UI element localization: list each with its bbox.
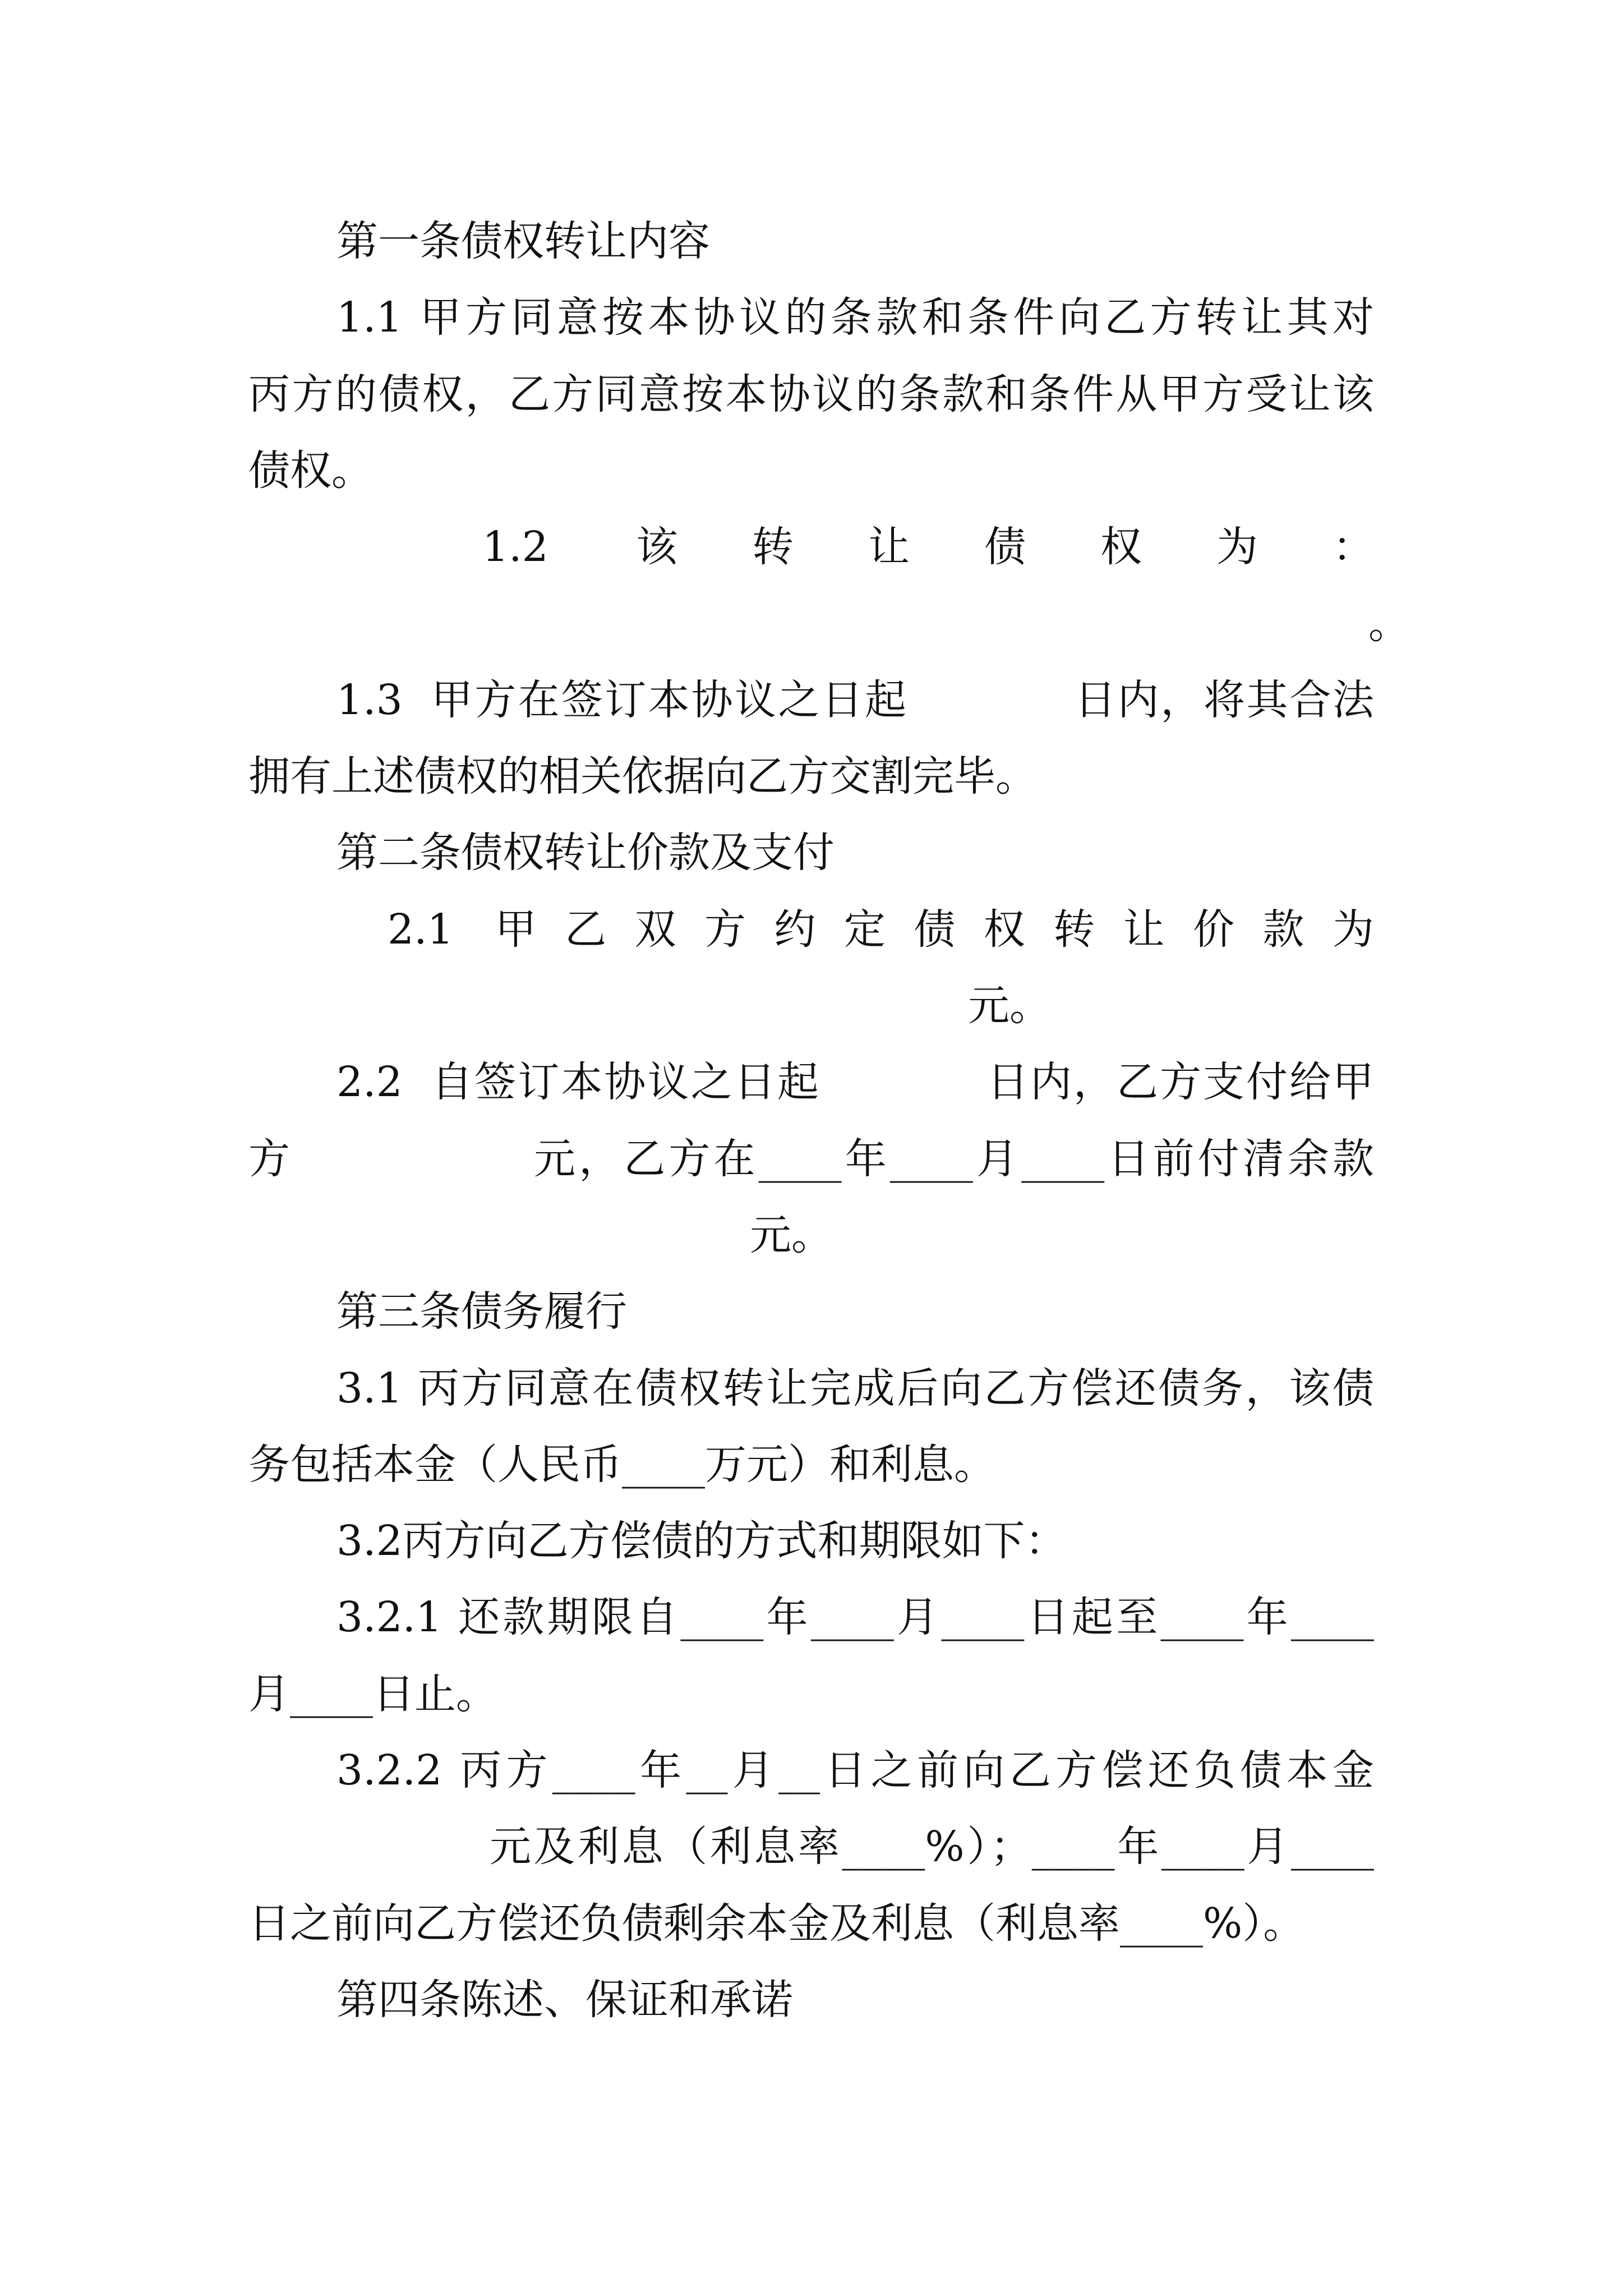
clause-1-3-continuation: 拥有上述债权的相关依据向乙方交割完毕。 <box>248 752 1037 800</box>
clause-1-3-before-blank: 甲方在签订本协议之日起 <box>431 676 906 724</box>
clause-2-2-number: 2.2 <box>336 1058 403 1106</box>
clause-2-1-text: 2.1 甲乙双方约定债权转让价款为 <box>388 905 1374 954</box>
clause-3-2-2-line-3: 日之前向乙方偿还负债剩余本金及利息（利息率____%）。 <box>248 1899 1305 1948</box>
clause-1-2-end: 。 <box>1368 600 1410 648</box>
clause-1-3-after-blank: 日内，将其合法 <box>1075 676 1374 724</box>
clause-2-2-before-blank: 自签订本协议之日起 <box>431 1058 819 1106</box>
clause-1-1-line-1: 1.1 甲方同意按本协议的条款和条件向乙方转让其对 <box>336 293 1374 342</box>
clause-3-2: 3.2丙方向乙方偿债的方式和期限如下： <box>336 1517 1067 1565</box>
clause-1-2-text: 1.2 该转让债权为： <box>482 523 1374 571</box>
clause-3-1-line-2: 务包括本金（人民币____万元）和利息。 <box>248 1441 995 1489</box>
article-4-heading: 第四条陈述、保证和承诺 <box>336 1976 793 2024</box>
clause-2-2-line-2-start: 方 <box>248 1135 290 1183</box>
article-1-heading: 第一条债权转让内容 <box>336 217 710 265</box>
clause-3-1-line-1: 3.1 丙方同意在债权转让完成后向乙方偿还债务，该债 <box>336 1364 1374 1412</box>
clause-2-2-end: 元。 <box>750 1211 833 1259</box>
clause-3-2-1-line-2: 月____日止。 <box>248 1670 497 1718</box>
clause-2-2-line-2-rest: 元，乙方在____年____月____日前付清余款 <box>534 1135 1374 1183</box>
clause-3-2-1-line-1: 3.2.1 还款期限自____年____月____日起至____年____ <box>336 1593 1374 1641</box>
clause-2-1-end: 元。 <box>968 982 1051 1030</box>
clause-3-2-2-line-2: 元及利息（利息率____%）；____年____月____ <box>490 1823 1374 1871</box>
clause-1-1-line-3: 债权。 <box>248 447 373 495</box>
clause-3-2-2-line-1: 3.2.2 丙方____年__月__日之前向乙方偿还负债本金 <box>336 1746 1374 1795</box>
clause-1-3-number: 1.3 <box>336 676 403 724</box>
clause-2-2-after-blank: 日内，乙方支付给甲 <box>987 1058 1374 1106</box>
article-2-heading: 第二条债权转让价款及支付 <box>336 829 834 877</box>
article-3-heading: 第三条债务履行 <box>336 1287 627 1336</box>
clause-1-1-line-2: 丙方的债权，乙方同意按本协议的条款和条件从甲方受让该 <box>248 370 1374 418</box>
